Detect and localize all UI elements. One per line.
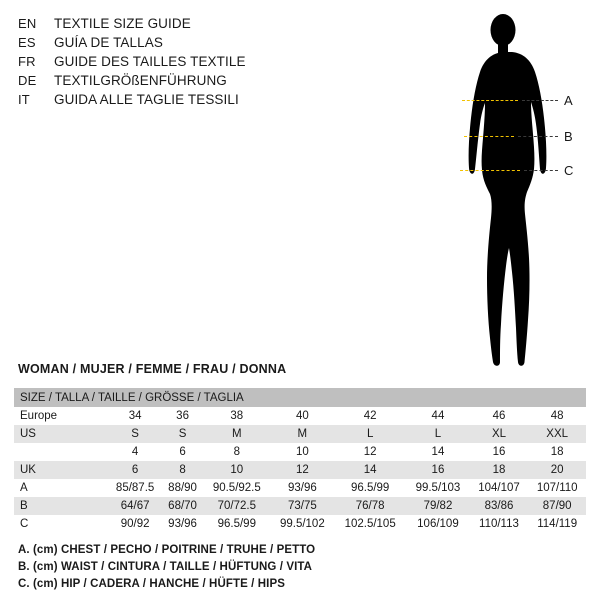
cell: 6 — [162, 443, 203, 461]
row-label: US — [14, 425, 108, 443]
measure-line-chest — [462, 100, 518, 101]
table-header-band — [14, 388, 586, 407]
cell: 73/75 — [271, 497, 334, 515]
footnote-b: B. (cm) WAIST / CINTURA / TAILLE / HÜFTUNG / VITA — [18, 561, 313, 573]
cell: XXL — [528, 425, 586, 443]
cell: 70/72.5 — [203, 497, 271, 515]
cell: L — [406, 425, 469, 443]
cell: 4 — [108, 443, 162, 461]
leader-line-waist — [518, 136, 558, 137]
measure-label-b: B — [564, 129, 573, 144]
language-code: FR — [18, 54, 36, 69]
cell: S — [108, 425, 162, 443]
cell: 68/70 — [162, 497, 203, 515]
cell: 20 — [528, 461, 586, 479]
table-row — [14, 443, 586, 461]
cell: 83/86 — [470, 497, 529, 515]
cell: 85/87.5 — [108, 479, 162, 497]
measure-label-a: A — [564, 93, 573, 108]
cell: 18 — [528, 443, 586, 461]
cell: 99.5/102 — [271, 515, 334, 533]
cell: L — [334, 425, 406, 443]
language-title: TEXTILGRÖßENFÜHRUNG — [54, 73, 227, 88]
table-row — [14, 425, 586, 443]
language-title: GUÍA DE TALLAS — [54, 35, 163, 50]
cell: 40 — [271, 407, 334, 425]
language-title: GUIDE DES TAILLES TEXTILE — [54, 54, 246, 69]
table-row — [14, 497, 586, 515]
language-code: IT — [18, 92, 30, 107]
language-row — [18, 73, 348, 92]
leader-line-hips — [524, 170, 558, 171]
language-code: ES — [18, 35, 36, 50]
cell: 114/119 — [528, 515, 586, 533]
cell: 8 — [162, 461, 203, 479]
cell: 64/67 — [108, 497, 162, 515]
measure-label-c: C — [564, 163, 574, 178]
row-label: Europe — [14, 407, 108, 425]
cell: 102.5/105 — [334, 515, 406, 533]
cell: 90.5/92.5 — [203, 479, 271, 497]
language-title: TEXTILE SIZE GUIDE — [54, 16, 191, 31]
cell: 10 — [203, 461, 271, 479]
section-title-woman: WOMAN / MUJER / FEMME / FRAU / DONNA — [18, 362, 287, 376]
footnote-c: C. (cm) HIP / CADERA / HANCHE / HÜFTE / HIPS — [18, 578, 286, 590]
body-figure — [430, 8, 590, 373]
cell: 87/90 — [528, 497, 586, 515]
language-title: GUIDA ALLE TAGLIE TESSILI — [54, 92, 239, 107]
language-row — [18, 54, 348, 73]
cell: 110/113 — [470, 515, 529, 533]
table-header-label: SIZE / TALLA / TAILLE / GRÖSSE / TAGLIA — [14, 388, 586, 407]
cell: 76/78 — [334, 497, 406, 515]
cell: 93/96 — [271, 479, 334, 497]
cell: 90/92 — [108, 515, 162, 533]
cell: 93/96 — [162, 515, 203, 533]
measure-line-waist — [464, 136, 514, 137]
row-label — [14, 443, 108, 461]
cell: 79/82 — [406, 497, 469, 515]
cell: 14 — [406, 443, 469, 461]
language-row — [18, 16, 348, 35]
cell: 106/109 — [406, 515, 469, 533]
language-code: EN — [18, 16, 37, 31]
cell: 38 — [203, 407, 271, 425]
language-row — [18, 35, 348, 54]
cell: 48 — [528, 407, 586, 425]
footnote-a: A. (cm) CHEST / PECHO / POITRINE / TRUHE / PETTO — [18, 544, 316, 556]
cell: 6 — [108, 461, 162, 479]
female-silhouette-icon — [430, 8, 590, 373]
row-label: A — [14, 479, 108, 497]
leader-line-chest — [522, 100, 558, 101]
cell: 16 — [406, 461, 469, 479]
language-code: DE — [18, 73, 37, 88]
cell: 99.5/103 — [406, 479, 469, 497]
cell: 10 — [271, 443, 334, 461]
measure-line-hips — [460, 170, 520, 171]
cell: 88/90 — [162, 479, 203, 497]
cell: 34 — [108, 407, 162, 425]
footnotes — [18, 542, 578, 593]
size-table — [14, 388, 586, 533]
cell: M — [271, 425, 334, 443]
cell: 46 — [470, 407, 529, 425]
cell: 42 — [334, 407, 406, 425]
cell: 36 — [162, 407, 203, 425]
cell: 96.5/99 — [203, 515, 271, 533]
cell: 104/107 — [470, 479, 529, 497]
cell: 16 — [470, 443, 529, 461]
cell: 96.5/99 — [334, 479, 406, 497]
table-row — [14, 479, 586, 497]
row-label: B — [14, 497, 108, 515]
cell: 14 — [334, 461, 406, 479]
cell: M — [203, 425, 271, 443]
language-header-block — [18, 16, 348, 111]
row-label: C — [14, 515, 108, 533]
table-row — [14, 515, 586, 533]
cell: 107/110 — [528, 479, 586, 497]
cell: XL — [470, 425, 529, 443]
language-row — [18, 92, 348, 111]
cell: 18 — [470, 461, 529, 479]
cell: 12 — [334, 443, 406, 461]
table-row — [14, 407, 586, 425]
cell: 8 — [203, 443, 271, 461]
row-label: UK — [14, 461, 108, 479]
table-row — [14, 461, 586, 479]
cell: 12 — [271, 461, 334, 479]
cell: 44 — [406, 407, 469, 425]
cell: S — [162, 425, 203, 443]
